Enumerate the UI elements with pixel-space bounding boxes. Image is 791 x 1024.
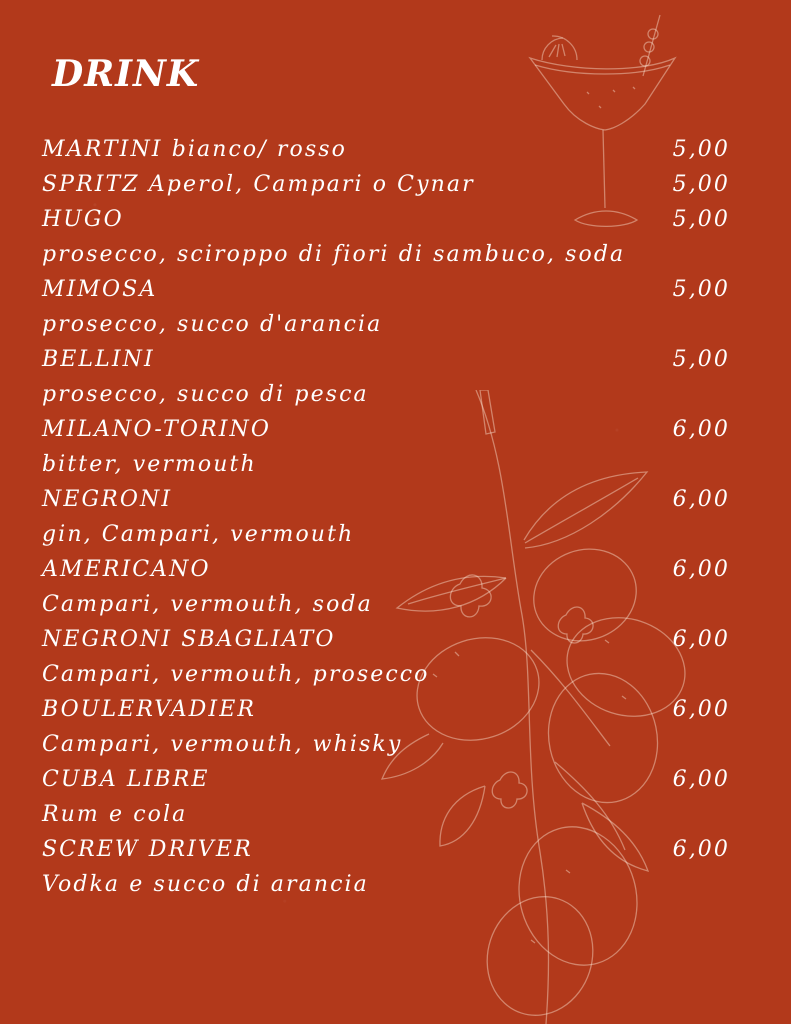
- drink-price: 5,00: [672, 347, 730, 372]
- drink-price: 6,00: [672, 697, 730, 722]
- drink-description: Rum e cola: [42, 802, 188, 827]
- drink-price: 6,00: [672, 837, 730, 862]
- drink-price: 5,00: [672, 277, 730, 302]
- drink-price: 6,00: [672, 627, 730, 652]
- menu-item-martini: [42, 132, 742, 167]
- drink-name: CUBA LIBRE: [42, 767, 210, 792]
- drink-price: 6,00: [672, 487, 730, 512]
- drink-name: MARTINI bianco/ rosso: [42, 137, 347, 162]
- drink-name: MILANO-TORINO: [42, 417, 272, 442]
- menu-item-spritz: [42, 167, 742, 202]
- drink-price: 5,00: [672, 172, 730, 197]
- drink-price: 5,00: [672, 137, 730, 162]
- menu-item-milano-torino: [42, 412, 742, 447]
- menu-item-cuba-libre: [42, 762, 742, 797]
- menu-item-negroni-sbagliato: [42, 622, 742, 657]
- drink-description: Campari, vermouth, whisky: [42, 732, 403, 757]
- drink-name: SCREW DRIVER: [42, 837, 253, 862]
- menu-item-negroni: [42, 482, 742, 517]
- menu-item-screw-driver: [42, 832, 742, 867]
- drink-price: 6,00: [672, 417, 730, 442]
- drink-name: BOULERVADIER: [42, 697, 257, 722]
- menu-item-boulervadier: [42, 692, 742, 727]
- drink-menu-list: [42, 132, 742, 902]
- drink-description: Campari, vermouth, prosecco: [42, 662, 430, 687]
- drink-price: 5,00: [672, 207, 730, 232]
- menu-item-bellini: [42, 342, 742, 377]
- drink-name: NEGRONI SBAGLIATO: [42, 627, 336, 652]
- menu-item-americano: [42, 552, 742, 587]
- menu-item-hugo: [42, 202, 742, 237]
- drink-price: 6,00: [672, 767, 730, 792]
- drink-description: Campari, vermouth, soda: [42, 592, 373, 617]
- drink-name: AMERICANO: [42, 557, 211, 582]
- drink-description: prosecco, sciroppo di fiori di sambuco, soda: [42, 242, 626, 267]
- drink-description: gin, Campari, vermouth: [42, 522, 355, 547]
- menu-item-mimosa: [42, 272, 742, 307]
- drink-name: BELLINI: [42, 347, 155, 372]
- drink-name: MIMOSA: [42, 277, 158, 302]
- drink-price: 6,00: [672, 557, 730, 582]
- drink-name: NEGRONI: [42, 487, 173, 512]
- drink-description: Vodka e succo di arancia: [42, 872, 369, 897]
- drink-description: prosecco, succo di pesca: [42, 382, 369, 407]
- drink-name: SPRITZ Aperol, Campari o Cynar: [42, 172, 475, 197]
- drink-name: HUGO: [42, 207, 124, 232]
- drink-description: prosecco, succo d'arancia: [42, 312, 383, 337]
- drink-description: bitter, vermouth: [42, 452, 257, 477]
- menu-title: DRINK: [52, 53, 200, 95]
